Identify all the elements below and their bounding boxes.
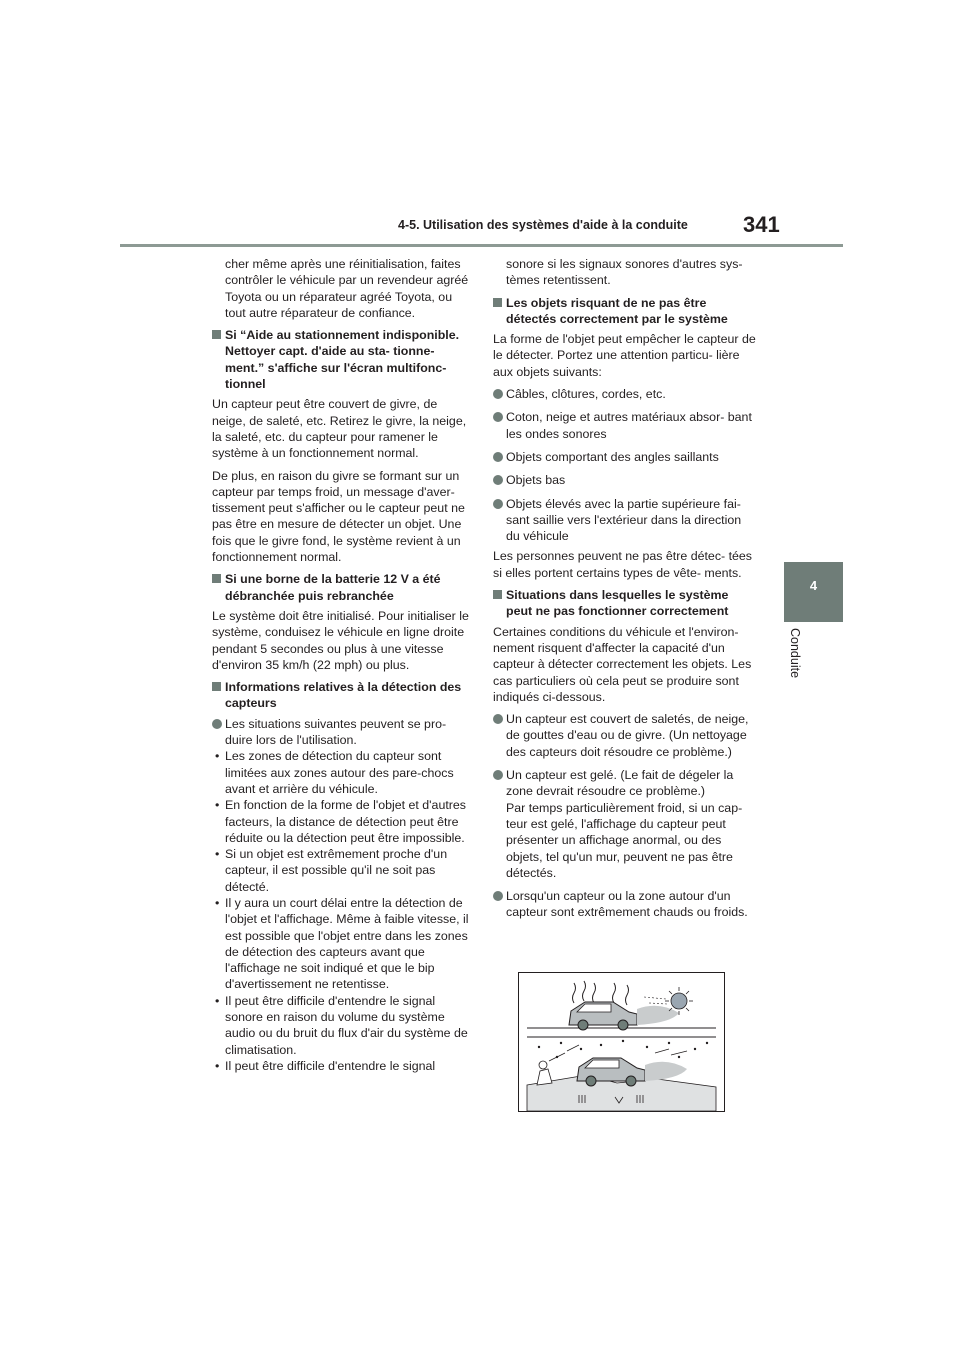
section-title: 4-5. Utilisation des systèmes d'aide à la conduite xyxy=(398,218,688,232)
sub-item-text: Il peut être difficile d'entendre le signal xyxy=(225,1058,436,1073)
heat-waves-icon xyxy=(573,981,629,1005)
sub-item-text: Il peut être difficile d'entendre le signal sonore en raison du volume du système audio ou du bruit du flux d'air du système de climatisation. xyxy=(225,993,468,1057)
bullet-dot-icon xyxy=(212,719,222,729)
heading-text: Les objets risquant de ne pas être détectés correctement par le système xyxy=(506,295,728,326)
sub-item-text: Si un objet est extrêmement proche d'un capteur, il est possible qu'il ne soit pas détecté. xyxy=(225,847,448,894)
heading-sensor-detection-info xyxy=(212,679,469,712)
bullet-item xyxy=(493,472,758,488)
bullet-item xyxy=(493,767,758,881)
left-column xyxy=(212,256,469,1074)
bullet-text: Objets comportant des angles saillants xyxy=(506,449,719,464)
bullet-item xyxy=(493,386,758,402)
chapter-label: Conduite xyxy=(788,628,802,679)
bullet-item xyxy=(493,409,758,442)
heading-parking-aid-unavailable xyxy=(212,327,469,392)
sub-item xyxy=(212,993,469,1058)
bullet-continuation: Par temps particulièrement froid, si un cap- teur est gelé, l'affichage du capteur peut présenter un affichage anormal, ou des objets, tel qu'un mur, peuvent ne pas être détectés. xyxy=(506,800,743,880)
right-column xyxy=(493,256,758,928)
paragraph: Certaines conditions du véhicule et l'environ- nement risquent d'affecter la capacité d'un capteur à détecter correctement les objets. Les cas particuliers où cela peut se produire sont indiqués ci-dessous. xyxy=(493,624,752,704)
sensor-beam xyxy=(645,1062,687,1081)
sub-bullet-icon: • xyxy=(215,993,220,1008)
bullet-text: Un capteur est gelé. (Le fait de dégeler la zone devrait résoudre ce problème.) xyxy=(506,768,734,799)
heading-square-icon xyxy=(212,574,221,583)
sub-bullet-icon: • xyxy=(215,798,220,813)
sub-item-text: En fonction de la forme de l'objet et d'autres facteurs, la distance de détection peut être réduite ou la détection peut être impossible. xyxy=(225,798,466,845)
sub-item-text: Les zones de détection du capteur sont limitées aux zones autour des pare-chocs avant et arrière du véhicule. xyxy=(225,749,454,796)
chapter-number: 4 xyxy=(809,578,818,593)
sensor-conditions-illustration xyxy=(518,972,725,1112)
chapter-label-container xyxy=(786,628,808,688)
sub-item xyxy=(212,1058,469,1074)
sun-icon xyxy=(665,987,693,1015)
page-header xyxy=(0,0,960,250)
sub-item xyxy=(212,797,469,846)
bullet-text: Lorsqu'un capteur ou la zone autour d'un capteur sont extrêmement chauds ou froids. xyxy=(506,889,748,920)
paragraph: De plus, en raison du givre se formant sur un capteur par temps froid, un message d'aver- tissement peut s'afficher ou le capteur peut ne pas être en mesure de détecter un objet. Une fois que le givre fond, le système revient à un fonctionnement normal. xyxy=(212,468,465,565)
bullet-dot-icon xyxy=(493,891,503,901)
sub-item xyxy=(212,846,469,895)
bullet-text: Les situations suivantes peuvent se pro- duire lors de l'utilisation. xyxy=(225,716,447,748)
heading-square-icon xyxy=(212,330,221,339)
bullet-text: Objets élevés avec la partie supérieure fai- sant saillie vers l'extérieur dans la direction du véhicule xyxy=(506,496,742,544)
page-number: 341 xyxy=(743,212,780,237)
sub-bullet-icon: • xyxy=(215,847,220,862)
sub-item-text: Il y aura un court délai entre la détection de l'objet et l'affichage. Même à faible vitesse, il est possible que l'objet entre dans les zones de détection des capteurs avant que l'affichage ne soit indiqué et que le bip d'avertissement ne retentisse. xyxy=(225,895,469,992)
sub-bullet-icon: • xyxy=(215,1058,220,1073)
bullet-item xyxy=(493,888,758,921)
heading-text: Informations relatives à la détection des capteurs xyxy=(225,680,462,711)
paragraph: La forme de l'objet peut empêcher le capteur de le détecter. Portez une attention particu- lière aux objets suivants: xyxy=(493,332,756,379)
sub-bullet-icon: • xyxy=(215,749,220,764)
heading-square-icon xyxy=(493,298,502,307)
heading-battery-terminal xyxy=(212,571,469,604)
heading-text: Si une borne de la batterie 12 V a été débranchée puis rebranchée xyxy=(225,572,441,603)
bullet-dot-icon xyxy=(493,452,503,462)
person-icon xyxy=(537,1061,552,1085)
paragraph: Un capteur peut être couvert de givre, de neige, de saleté, etc. Retirez le givre, la neige, la saleté, etc. du capteur pour ramener le système à un fonctionnement normal. xyxy=(212,397,467,461)
bullet-dot-icon xyxy=(493,714,503,724)
bullet-text: Un capteur est couvert de saletés, de neige, de gouttes d'eau ou de givre. (Un nettoyage des capteurs doit résoudre ce problème.) xyxy=(506,712,749,759)
heading-square-icon xyxy=(493,590,502,599)
bullet-dot-icon xyxy=(493,499,503,509)
bullet-text: Objets bas xyxy=(506,473,566,488)
sub-bullet-icon: • xyxy=(215,895,220,910)
snowflake-icon xyxy=(538,1040,708,1058)
bullet-item xyxy=(493,711,758,760)
sensor-beam xyxy=(637,1006,679,1025)
sub-item xyxy=(212,748,469,797)
continued-paragraph: cher même après une réinitialisation, faites contrôler le véhicule par un revendeur agréé Toyota ou un réparateur agréé Toyota, ou tout autre réparateur de confiance. xyxy=(225,257,469,320)
bullet-text: Câbles, clôtures, cordes, etc. xyxy=(506,387,666,402)
car-icon xyxy=(569,1002,637,1030)
bullet-dot-icon xyxy=(493,389,503,399)
heading-undetectable-objects xyxy=(493,295,758,328)
bullet-item xyxy=(493,449,758,465)
bullet-item xyxy=(493,496,758,545)
bullet-dot-icon xyxy=(493,475,503,485)
chapter-tab xyxy=(784,562,843,622)
bullet-item xyxy=(212,716,469,749)
heading-text: Si “Aide au stationnement indisponible. Nettoyer capt. d'aide au sta- tionne- ment.” s'affiche sur l'écran multifonc- tionnel xyxy=(225,328,460,392)
bullet-text: Coton, neige et autres matériaux absor- bant les ondes sonores xyxy=(506,410,752,441)
heading-malfunction-situations xyxy=(493,587,758,620)
bullet-dot-icon xyxy=(493,770,503,780)
bullet-dot-icon xyxy=(493,412,503,422)
heading-text: Situations dans lesquelles le système peut ne pas fonctionner correctement xyxy=(506,588,729,619)
heading-square-icon xyxy=(212,682,221,691)
paragraph: Les personnes peuvent ne pas être détec- tées si elles portent certains types de vête- ments. xyxy=(493,549,752,580)
continued-paragraph: sonore si les signaux sonores d'autres sys- tèmes retentissent. xyxy=(506,257,743,288)
illustration-svg xyxy=(519,973,724,1111)
paragraph: Le système doit être initialisé. Pour initialiser le système, conduisez le véhicule en ligne droite pendant 5 secondes ou plus à une vitesse d'environ 35 km/h (22 mph) ou plus. xyxy=(212,608,469,672)
header-divider xyxy=(120,244,843,247)
sub-item xyxy=(212,895,469,993)
